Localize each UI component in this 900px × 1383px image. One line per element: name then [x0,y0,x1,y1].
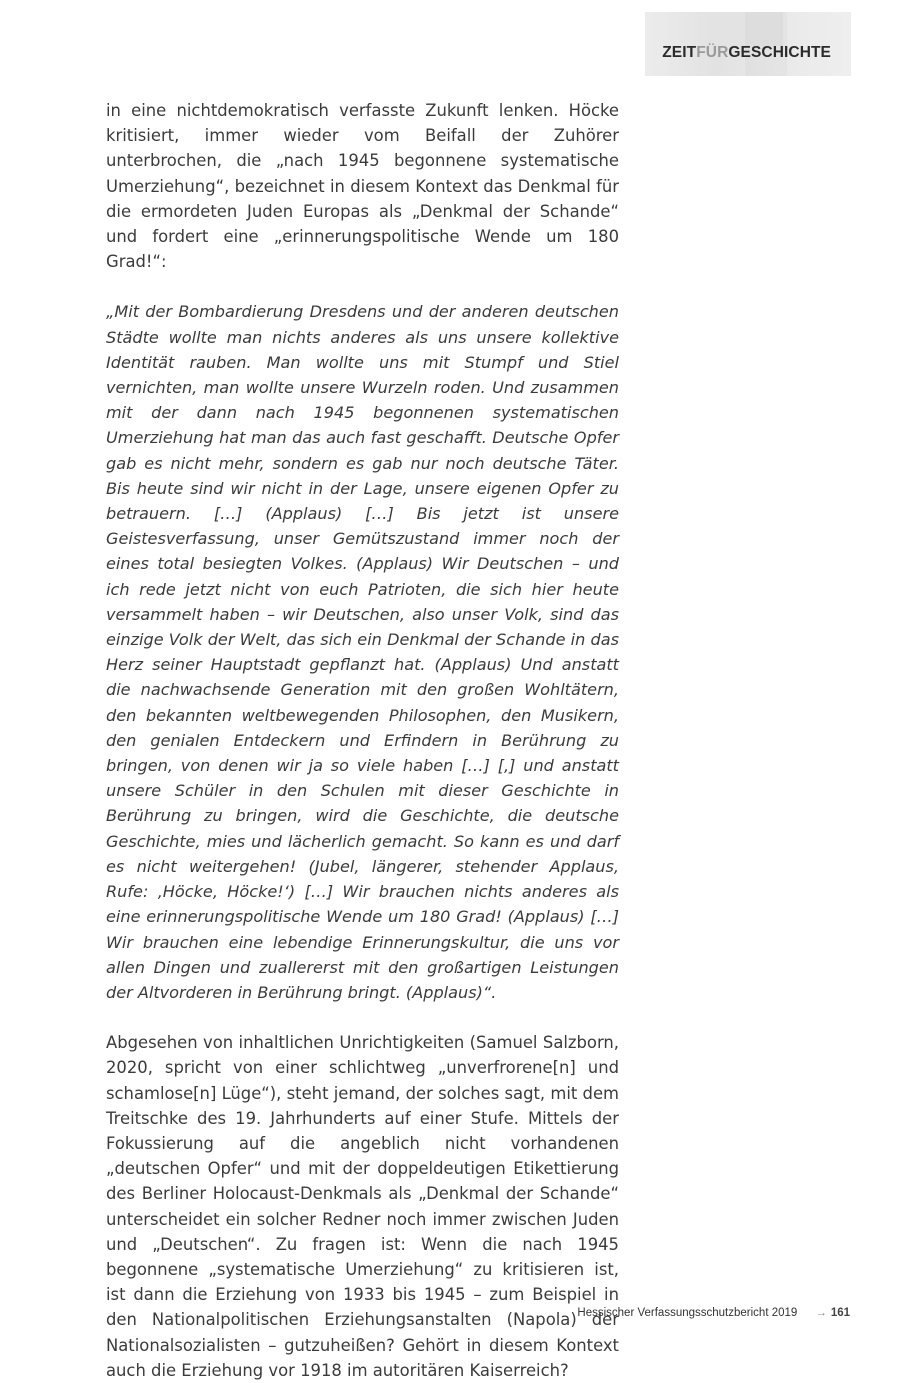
body-paragraph-intro: in eine nichtdemokratisch verfasste Zukunft lenken. Höcke kritisiert, immer wieder vom Beifall der Zuhörer unterbrochen, die „nach 1945 begonnene systematische Umerziehung“, bezeichnet in diesem Kontext das Denkmal für die ermordeten Juden Europas als „Denkmal der Schande“ und fordert eine „erinnerungspolitische Wende um 180 Grad!“: [106,101,619,272]
brand-part-zeit: ZEIT [662,44,697,61]
footer-publication-title: Hessischer Verfassungsschutzbericht 2019 [577,1307,798,1319]
page-footer [577,1308,850,1320]
main-text-column [106,98,619,1383]
brand-part-fuer: FÜR [696,44,729,61]
brand-part-geschichte: GESCHICHTE [728,44,831,61]
arrow-right-icon: → [815,1307,827,1319]
page-number: 161 [830,1307,850,1319]
header-banner [645,12,851,76]
quote-block: „Mit der Bombardierung Dresdens und der anderen deutschen Städte wollte man nichts anderes als uns unsere kollektive Identität rauben. Man wollte uns mit Stumpf und Stiel vernichten, man wollte unsere Wurzeln roden. Und zusammen mit der dann nach 1945 begonnenen systematischen Umerziehung hat man das auch fast geschafft. Deutsche Opfer gab es nicht mehr, sondern es gab nur noch deutsche Täter. Bis heute sind wir nicht in der Lage, unsere eigenen Opfer zu betrauern. […] (Applaus) […] Bis jetzt ist unsere Geistesverfassung, unser Gemütszustand immer noch der eines total besiegten Volkes. (Applaus) Wir Deutschen – und ich rede jetzt nicht von euch Patrioten, die sich hier heute versammelt haben – wir Deutschen, also unser Volk, sind das einzige Volk der Welt, das sich ein Denkmal der Schande in das Herz seiner Hauptstadt gepflanzt hat. (Applaus) Und anstatt die nachwachsende Generation mit den großen Wohltätern, den bekannten weltbewegenden Philosophen, den Musikern, den genialen Entdeckern und Erfindern in Berührung zu bringen, von denen wir ja so viele haben […] [,] und anstatt unsere Schüler in den Schulen mit dieser Geschichte in Berührung zu bringen, wird die Geschichte, die deutsche Geschichte, mies und lächerlich gemacht. So kann es und darf es nicht weitergehen! (Jubel, längerer, stehender Applaus, Rufe: ‚Höcke, Höcke!‘) […] Wir brauchen nichts anderes als eine erinnerungspolitische Wende um 180 Grad! (Applaus) […] Wir brauchen eine lebendige Erinnerungskultur, die uns vor allen Dingen und zuallererst mit den großartigen Leistungen der Altvorderen in Berührung bringt. (Applaus)“. [106,302,619,1002]
body-paragraph-analysis: Abgesehen von inhaltlichen Unrichtigkeiten (Samuel Salzborn, 2020, spricht von einer schlichtweg „unverfrorene[n] und schamlose[n] Lüge“), steht jemand, der solches sagt, mit dem Treitschke des 19. Jahrhunderts auf einer Stufe. Mittels der Fokussierung auf die angeblich nicht vorhandenen „deutschen Opfer“ und mit der doppeldeutigen Etikettierung des Berliner Holocaust-Denkmals als „Denkmal der Schande“ unterscheidet ein solcher Redner noch immer zwischen Juden und „Deutschen“. Zu fragen ist: Wenn die nach 1945 begonnene „systematische Umerziehung“ zu kritisieren ist, ist dann die Erziehung von 1933 bis 1945 – zum Beispiel in den Nationalpolitischen Erziehungsanstalten (Napola) der Nationalsozialisten – gutzuheißen? Gehört in diesem Kontext auch die Erziehung vor 1918 im autoritären Kaiserreich? [106,1033,619,1380]
header-brand-title [662,45,831,61]
